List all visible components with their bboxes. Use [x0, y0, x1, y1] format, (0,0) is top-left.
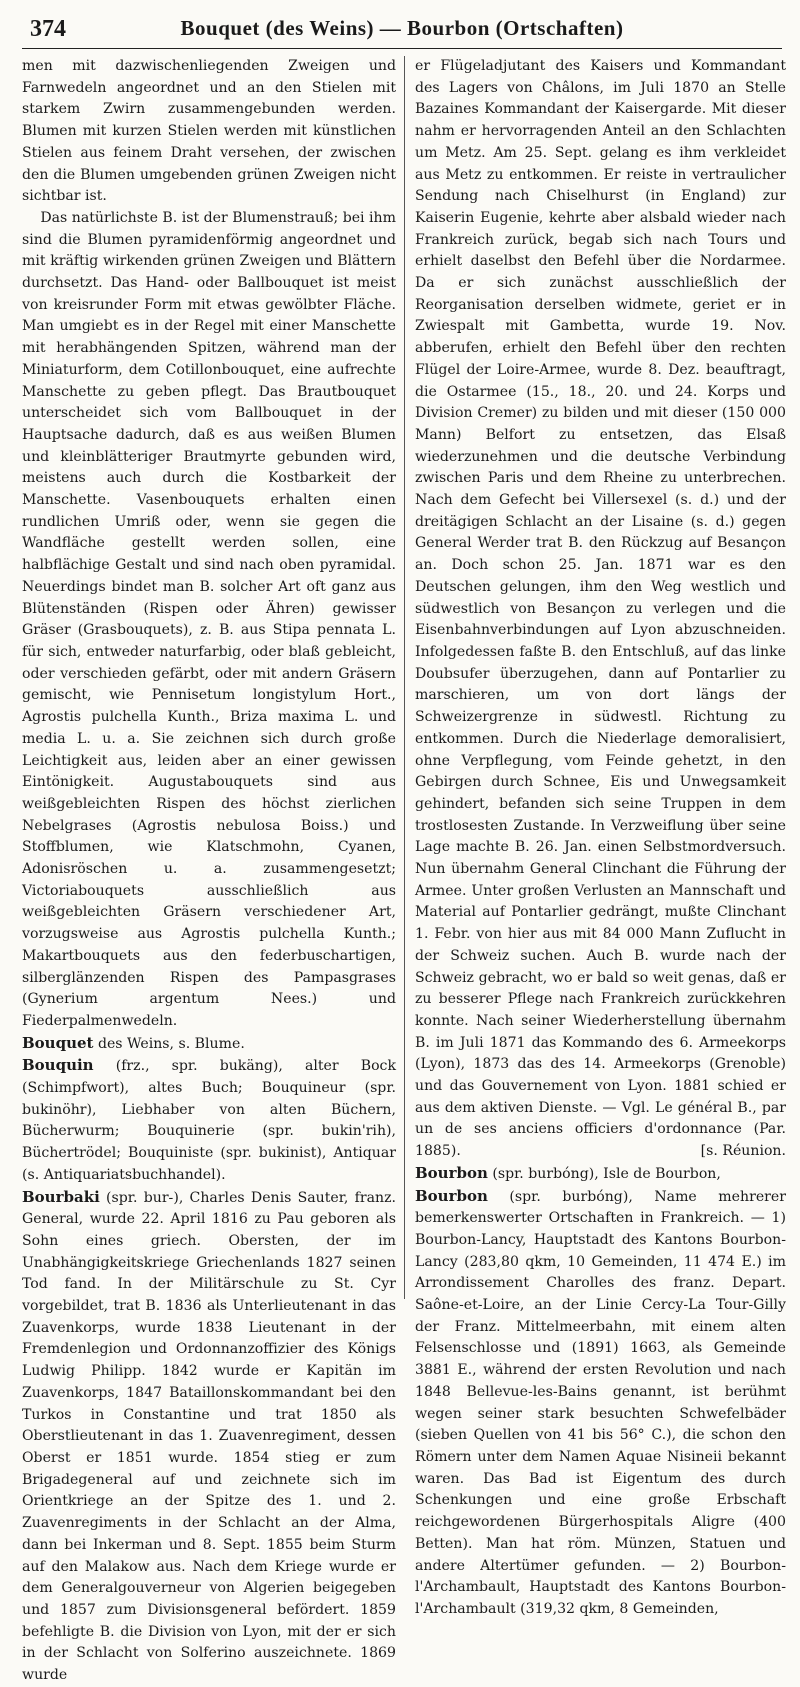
headword: Bouquin: [22, 1056, 94, 1075]
headword: Bourbon: [415, 1163, 488, 1182]
entry-continuation: er Flügeladjutant des Kaisers und Kommandant des Lagers von Châlons, im Juli 1870 an Stelle Bazaines Kommandant der Kaisergarde. Mit dieser nahm er hervorragenden Anteil an den Schlachten um Metz. Am 25. Sept. gelang es ihm verkleidet aus Metz zu entkommen. Er reiste in vertraulicher Sendung nach Chiselhurst (in England) zur Kaiserin Eugenie, kehrte aber alsbald wieder nach Frankreich zurück, begab sich nach Tours und erhielt daselbst den Befehl über die Nordarmee. Da er sich zunächst ausschließlich der Reorganisation derselben widmete, geriet er in Zwiespalt mit Gambetta, wurde 19. Nov. abberufen, erhielt den Befehl über den rechten Flügel der Loire-Armee, wurde 8. Dez. beauftragt, die Ostarmee (15., 18., 20. und 24. Korps und Division Cremer) zu bilden und mit dieser (150 000 Mann) Belfort zu entsetzen, das Elsaß wiederzunehmen und die deutsche Verbindung zwischen Paris und dem Rheine zu unterbrechen. Nach dem Gefecht bei Villersexel (s. d.) und der dreitägigen Schlacht an der Lisaine (s. d.) gegen General Werder trat B. den Rückzug auf Besançon an. Doch schon 25. Jan. 1871 war es den Deutschen gelungen, ihm den Weg westlich und südwestlich von Besançon zu verlegen und die Eisenbahnverbindungen auf Lyon abzuschneiden. Infolgedessen faßte B. den Entschluß, auf das linke Doubsufer überzugehen, dann auf Pontarlier zu marschieren, um von dort längs der Schweizergrenze in südwestl. Richtung zu entkommen. Durch die Niederlage demoralisiert, ohne Verpflegung, vom Feinde gehetzt, in den Gebirgen durch Schnee, Eis und Unwegsamkeit gehindert, befanden sich seine Truppen in dem trostlosesten Zustande. In Verzweiflung über seine Lage machte B. 26. Jan. einen Selbstmordversuch. Nun übernahm General Clinchant die Führung der Armee. Unter großen Verlusten an Mannschaft und Material auf Pontarlier gedrängt, mußte Clinchant 1. Febr. von hier aus mit 84 000 Mann Zuflucht in der Schweiz suchen. Auch B. wurde nach der Schweiz gebracht, wo er bald so weit genas, daß er zu besserer Pflege nach Frankreich zurückkehren konnte. Nach seiner Wiederherstellung übernahm B. im Juli 1871 das Kommando des 6. Armeekorps (Lyon), 1873 das des 14. Armeekorps (Grenoble) und das Gouvernement von Lyon. 1881 schied er aus dem aktiven Dienste. — Vgl. Le général B., par un de ses anciens officiers d'ordonnance (Par. 1885). [s. Réunion.: [415, 56, 786, 1163]
headword: Bourbaki: [22, 1187, 100, 1206]
cross-reference: [s. Réunion.: [700, 1143, 786, 1160]
entry-bouquin: Bouquin (frz., spr. bukäng), alter Bock (Schimpfwort), altes Buch; Bouquineur (spr. bukinöhr), Liebhaber von alten Büchern, Bücherwurm; Bouquinerie (spr. bukin'rih), Büchertrödel; Bouquiniste (spr. bukinist), Antiquar (s. Antiquariatsbuchhandel).: [22, 1056, 396, 1183]
page-header: [22, 10, 782, 49]
entry-continuation: men mit dazwischenliegenden Zweigen und Farnwedeln angeordnet und an den Stielen mit starkem Zwirn zusammengebunden werden. Blumen mit kurzen Stielen werden mit künstlichen Stielen aus feinem Draht versehen, der zwischen den die Blumen umgebenden grünen Zweigen nicht sichtbar ist.: [22, 58, 396, 205]
running-head: Bouquet (des Weins) — Bourbon (Ortschaften): [180, 16, 624, 40]
headword: Bourbon: [415, 1186, 488, 1205]
right-column: [404, 56, 786, 1617]
body-paragraph: Das natürlichste B. ist der Blumenstrauß; bei ihm sind die Blumen pyramidenförmig angeordnet und mit kräftig wirkenden grünen Zweigen und Blättern durchsetzt. Das Hand- oder Ballbouquet ist meist von kreisrunder Form mit etwas gewölbter Fläche. Man umgiebt es in der Regel mit einer Manschette mit herabhängenden Spitzen, während man der Miniaturform, dem Cotillonbouquet, eine aufrechte Manschette zu geben pflegt. Das Brautbouquet unterscheidet sich vom Ballbouquet in der Hauptsache dadurch, daß es aus weißen Blumen und kleinblätteriger Brautmyrte gebunden wird, meistens auch durch die Kostbarkeit der Manschette. Vasenbouquets erhalten einen rundlichen Umriß oder, wenn sie gegen die Wandfläche gestellt werden sollen, eine halbflächige Gestalt und sind nach oben pyramidal. Neuerdings bindet man B. solcher Art oft ganz aus Blütenständen (Rispen oder Ähren) gewisser Gräser (Grasbouquets), z. B. aus Stipa pennata L. für sich, entweder naturfarbig, oder blaß gebleicht, oder verschieden gefärbt, oder mit andern Gräsern gemischt, wie Pennisetum longistylum Hort., Agrostis pulchella Kunth., Briza maxima L. und media L. u. a. Sie zeichnen sich durch große Leichtigkeit aus, leiden aber an einer gewissen Eintönigkeit. Augustabouquets sind aus weißgebleichten Rispen des höchst zierlichen Nebelgrases (Agrostis nebulosa Boiss.) und Stoffblumen, wie Klatschmohn, Cyanen, Adonisröschen u. a. zusammengesetzt; Victoriabouquets ausschließlich aus weißgebleichten Gräsern verschiedener Art, vorzugsweise aus Agrostis pulchella Kunth.; Makartbouquets aus den federbuschartigen, silberglänzenden Rispen des Pampasgrases (Gynerium argentum Nees.) und Fiederpalmenwedeln.: [22, 209, 396, 1029]
entry-bourbaki: Bourbaki (spr. bur-), Charles Denis Sauter, franz. General, wurde 22. April 1816 zu Pau geboren als Sohn eines griech. Obersten, der im Unabhängigkeitskriege Griechenlands 1827 seinen Tod fand. In der Militärschule zu St. Cyr vorgebildet, trat B. 1836 als Unterlieutenant in das Zuavenkorps, wurde 1838 Lieutenant in der Fremdenlegion und Ordonnanzoffizier des Königs Ludwig Philipp. 1842 wurde er Kapitän im Zuavenkorps, 1847 Bataillonskommandant bei den Turkos in Constantine und trat 1850 als Oberstlieutenant in das 1. Zuavenregiment, dessen Oberst er 1851 wurde. 1854 stieg er zum Brigadegeneral auf und zeichnete sich im Orientkriege an der Spitze des 1. und 2. Zuavenregiments in der Schlacht an der Alma, dann bei Inkerman und 8. Sept. 1855 beim Sturm auf den Malakow aus. Nach dem Kriege wurde er dem Generalgouverneur von Algerien beigegeben und 1857 zum Divisionsgeneral befördert. 1859 befehligte B. die Division von Lyon, mit der er sich in der Schlacht von Solferino auszeichnete. 1869 wurde: [22, 1187, 396, 1684]
left-column: [22, 56, 404, 1684]
headword: Bouquet: [22, 1033, 94, 1052]
entry-bourbon-isle: Bourbon (spr. burbóng), Isle de Bourbon,: [415, 1163, 721, 1182]
entry-bourbon-ortschaften: Bourbon (spr. burbóng), Name mehrerer bemerkenswerter Ortschaften in Frankreich. — 1) Bourbon-Lancy, Hauptstadt des Kantons Bourbon-Lancy (283,80 qkm, 10 Gemeinden, 11 474 E.) im Arrondissement Charolles des franz. Depart. Saône-et-Loire, an der Linie Cercy-La Tour-Gilly der Franz. Mittelmeerbahn, mit einem alten Felsenschlosse und (1891) 1663, als Gemeinde 3881 E., während der ersten Revolution und nach 1848 Bellevue-les-Bains genannt, ist berühmt wegen seiner stark besuchten Schwefelbäder (sieben Quellen von 41 bis 56° C.), die schon den Römern unter dem Namen Aquae Nisineii bekannt waren. Das Bad ist Eigentum des durch Schenkungen und eine große Erbschaft reichgewordenen Bürgerhospitals Aligre (400 Betten). Man hat röm. Münzen, Statuen und andere Altertümer gefunden. — 2) Bourbon-l'Archambault, Hauptstadt des Kantons Bourbon-l'Archambault (319,32 qkm, 8 Gemeinden,: [415, 1186, 786, 1617]
text-columns: [22, 56, 786, 1684]
page-number: 374: [30, 16, 66, 42]
entry-bouquet-wein: Bouquet des Weins, s. Blume.: [22, 1033, 245, 1052]
